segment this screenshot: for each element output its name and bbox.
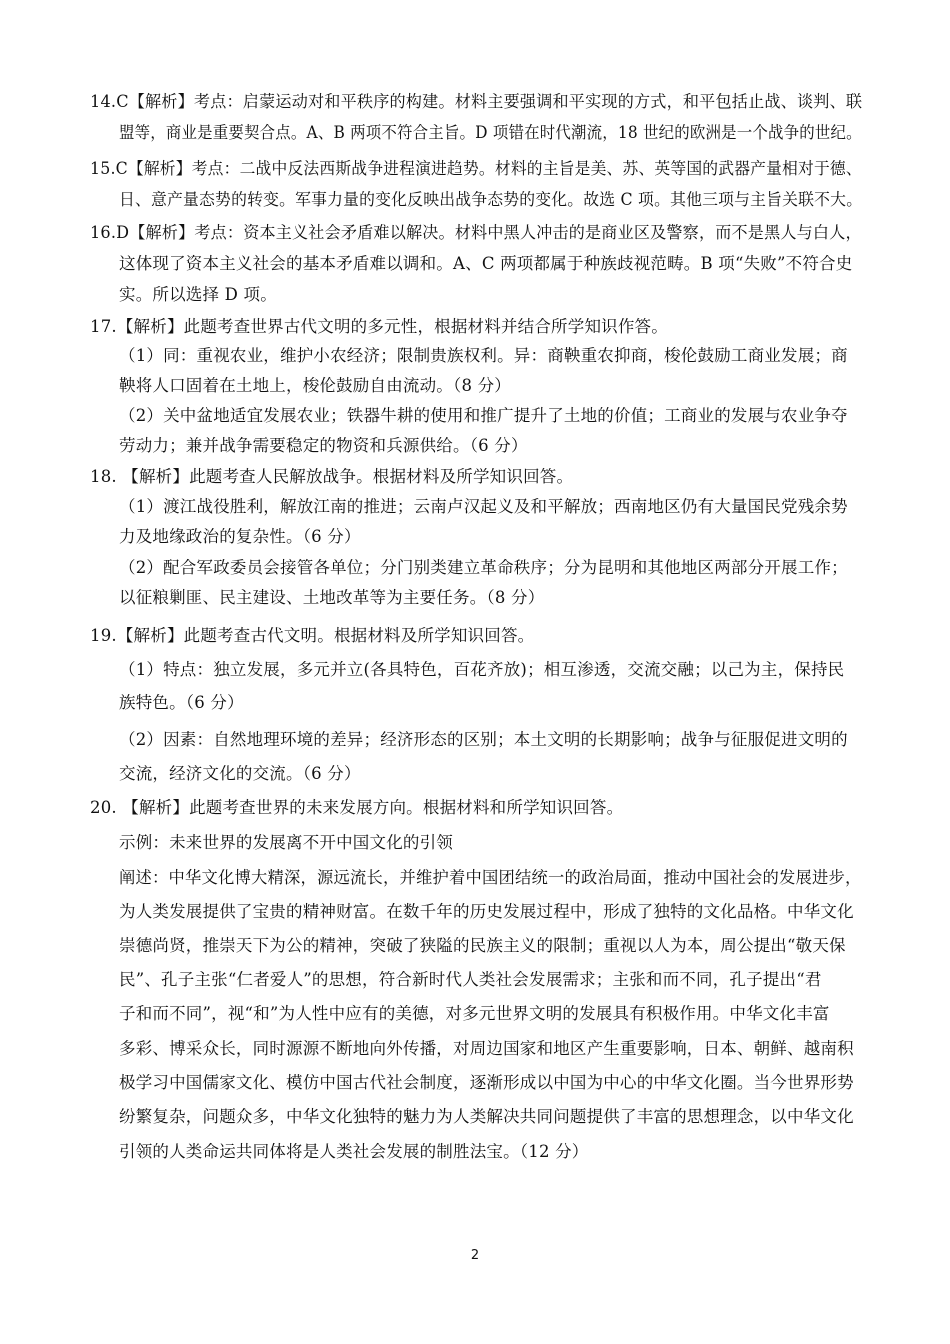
- answer-17-heading: 17.【解析】此题考查世界古代文明的多元性，根据材料并结合所学知识作答。: [90, 317, 668, 336]
- page-number: 2: [470, 1248, 480, 1263]
- answer-20-essay-line-4: 民”、孔子主张“仁者爱人”的思想，符合新时代人类社会发展需求；主张和而不同，孔子提出“君: [119, 970, 822, 989]
- answer-17-part2-line-1: （2）关中盆地适宜发展农业；铁器牛耕的使用和推广提升了土地的价值；工商业的发展与农业争夺: [119, 406, 848, 425]
- answer-17-part1-line-2: 鞅将人口固着在土地上，梭伦鼓励自由流动。（8 分）: [119, 376, 511, 395]
- answer-19-part1-line-1: （1）特点：独立发展，多元并立(各具特色，百花齐放)；相互渗透，交流交融；以己为主，保持民: [119, 660, 845, 679]
- answer-20-essay-line-3: 崇德尚贤，推崇天下为公的精神，突破了狭隘的民族主义的限制；重视以人为本，周公提出“敬天保: [119, 936, 846, 955]
- answer-14-line-1: 14.C【解析】考点：启蒙运动对和平秩序的构建。材料主要强调和平实现的方式，和平包括止战、谈判、联: [90, 92, 863, 111]
- answer-16-line-1: 16.D【解析】考点：资本主义社会矛盾难以解决。材料中黑人冲击的是商业区及警察，而不是黑人与白人，: [90, 223, 862, 242]
- answer-20-essay-line-7: 极学习中国儒家文化、模仿中国古代社会制度，逐渐形成以中国为中心的中华文化圈。当今世界形势: [119, 1073, 854, 1092]
- answer-17-part2-line-2: 劳动力；兼并战争需要稳定的物资和兵源供给。（6 分）: [119, 436, 528, 455]
- answer-18-part2-line-1: （2）配合军政委员会接管各单位；分门别类建立革命秩序；分为昆明和其他地区两部分开展工作；: [119, 558, 848, 577]
- answer-20-heading: 20. 【解析】此题考查世界的未来发展方向。根据材料和所学知识回答。: [90, 798, 624, 817]
- answer-20-essay-line-9: 引领的人类命运共同体将是人类社会发展的制胜法宝。（12 分）: [119, 1142, 589, 1161]
- answer-19-part1-line-2: 族特色。（6 分）: [119, 693, 244, 712]
- answer-19-part2-line-2: 交流，经济文化的交流。（6 分）: [119, 764, 361, 783]
- answer-18-part1-line-1: （1）渡江战役胜利，解放江南的推进；云南卢汉起义及和平解放；西南地区仍有大量国民党残余势: [119, 497, 848, 516]
- answer-20-essay-line-1: 阐述：中华文化博大精深，源远流长，并维护着中国团结统一的政治局面，推动中国社会的发展进步，: [119, 868, 862, 887]
- answer-20-essay-line-2: 为人类发展提供了宝贵的精神财富。在数千年的历史发展过程中，形成了独特的文化品格。中华文化: [119, 902, 854, 921]
- answer-16-line-2: 这体现了资本主义社会的基本矛盾难以调和。A、C 两项都属于种族歧视范畴。B 项“失败”不符合史: [119, 254, 853, 273]
- answer-14-line-2: 盟等，商业是重要契合点。A、B 两项不符合主旨。D 项错在时代潮流，18 世纪的欧洲是一个战争的世纪。: [119, 123, 862, 142]
- answer-19-part2-line-1: （2）因素：自然地理环境的差异；经济形态的区别；本土文明的长期影响；战争与征服促进文明的: [119, 730, 848, 749]
- answer-20-example: 示例：未来世界的发展离不开中国文化的引领: [119, 833, 453, 852]
- answer-15-line-1: 15.C【解析】考点：二战中反法西斯战争进程演进趋势。材料的主旨是美、苏、英等国的武器产量相对于德、: [90, 159, 862, 178]
- answer-20-essay-line-5: 子和而不同”，视“和”为人性中应有的美德，对多元世界文明的发展具有积极作用。中华文化丰富: [119, 1004, 830, 1023]
- answer-20-essay-line-6: 多彩、博采众长，同时源源不断地向外传播，对周边国家和地区产生重要影响，日本、朝鲜、越南积: [119, 1039, 854, 1058]
- answer-18-part1-line-2: 力及地缘政治的复杂性。（6 分）: [119, 527, 361, 546]
- answer-18-heading: 18. 【解析】此题考查人民解放战争。根据材料及所学知识回答。: [90, 467, 574, 486]
- answer-20-essay-line-8: 纷繁复杂，问题众多，中华文化独特的魅力为人类解决共同问题提供了丰富的思想理念，以中华文化: [119, 1107, 854, 1126]
- answer-18-part2-line-2: 以征粮剿匪、民主建设、土地改革等为主要任务。（8 分）: [119, 588, 545, 607]
- answer-19-heading: 19.【解析】此题考查古代文明。根据材料及所学知识回答。: [90, 626, 535, 645]
- answer-16-line-3: 实。所以选择 D 项。: [119, 285, 277, 304]
- answer-15-line-2: 日、意产量态势的转变。军事力量的变化反映出战争态势的变化。故选 C 项。其他三项与主旨关联不大。: [119, 190, 863, 209]
- answer-17-part1-line-1: （1）同：重视农业，维护小农经济；限制贵族权利。异：商鞅重农抑商，梭伦鼓励工商业发展；商: [119, 346, 848, 365]
